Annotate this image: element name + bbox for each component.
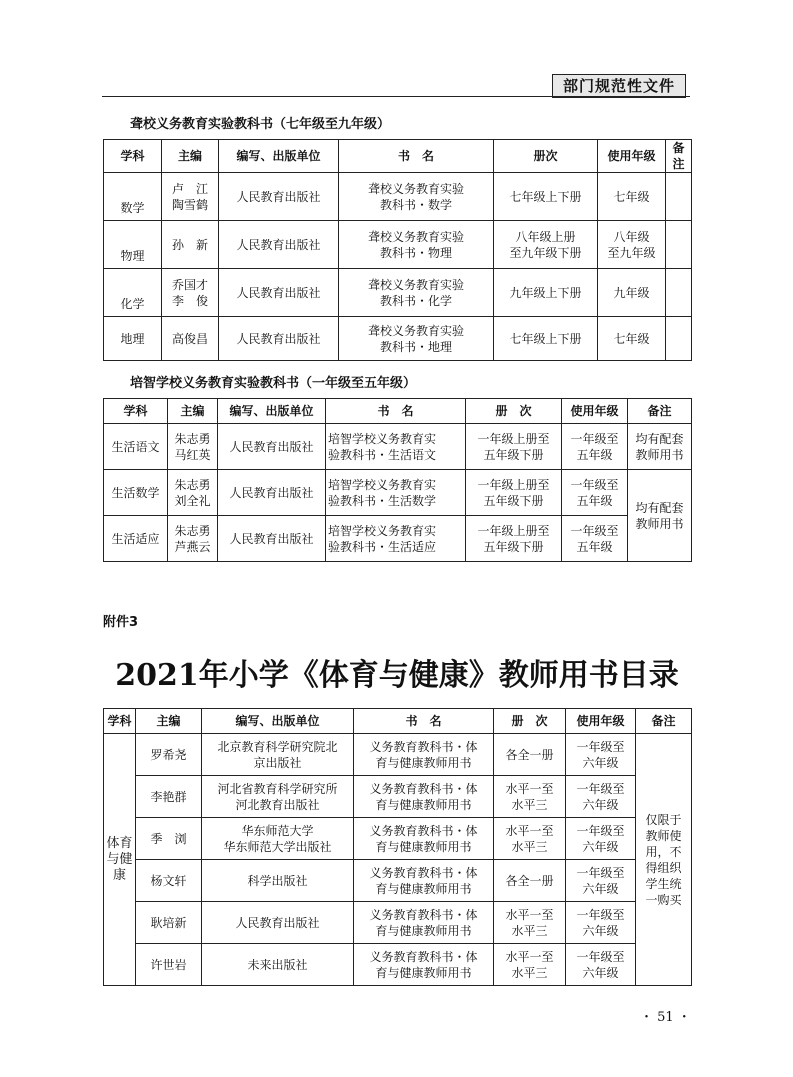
table-cell: 数学: [104, 173, 162, 221]
table-row: [104, 470, 692, 516]
table-cell: 人民教育出版社: [219, 173, 339, 221]
table-cell: 聋校义务教育实验 教科书・地理: [339, 317, 494, 361]
table-row: [104, 734, 692, 776]
table-cell: [666, 269, 692, 317]
table-row: [104, 516, 692, 562]
header-cell: 书 名: [339, 140, 494, 173]
table-cell: 义务教育教科书・体 育与健康教师用书: [354, 818, 494, 860]
header-cell: 备注: [628, 399, 692, 424]
pe-teacher-book-table: [103, 708, 692, 986]
header-cell: 学科: [104, 709, 136, 734]
header-cell: 主编: [168, 399, 218, 424]
table-cell: 培智学校义务教育实 验教科书・生活语文: [326, 424, 466, 470]
table-cell: 生活适应: [104, 516, 168, 562]
table-row: [104, 902, 692, 944]
table-cell: 地理: [104, 317, 162, 361]
section2-title: 培智学校义务教育实验教科书（一年级至五年级）: [130, 376, 417, 391]
table-cell: 八年级上册 至九年级下册: [494, 221, 598, 269]
table-cell: 义务教育教科书・体 育与健康教师用书: [354, 734, 494, 776]
table-cell: 九年级上下册: [494, 269, 598, 317]
table-cell: 一年级至 六年级: [566, 776, 636, 818]
table-cell: 耿培新: [136, 902, 202, 944]
subject-cell: 体育 与健 康: [104, 734, 136, 986]
table-row: [104, 944, 692, 986]
table-cell: [666, 317, 692, 361]
table-cell: 聋校义务教育实验 教科书・化学: [339, 269, 494, 317]
table-cell: 七年级上下册: [494, 317, 598, 361]
header-cell: 主编: [162, 140, 219, 173]
table-cell: 一年级至 六年级: [566, 818, 636, 860]
table-cell: 人民教育出版社: [218, 424, 326, 470]
table-cell: 一年级至 六年级: [566, 902, 636, 944]
deaf-school-textbook-table: [103, 139, 692, 361]
section1-title: 聋校义务教育实验教科书（七年级至九年级）: [130, 117, 391, 132]
header-cell: 学科: [104, 399, 168, 424]
table-cell: 孙 新: [162, 221, 219, 269]
table-row: [104, 776, 692, 818]
table-cell: 朱志勇 马红英: [168, 424, 218, 470]
table-cell: 人民教育出版社: [219, 221, 339, 269]
header-cell: 备注: [636, 709, 692, 734]
table-cell: 化学: [104, 269, 162, 317]
table-cell: 河北省教育科学研究所 河北教育出版社: [202, 776, 354, 818]
header-cell: 册次: [494, 140, 598, 173]
table-cell-merged-note: 均有配套 教师用书: [628, 470, 692, 562]
special-school-textbook-table: [103, 398, 692, 562]
header-cell: 书 名: [354, 709, 494, 734]
table-cell: 义务教育教科书・体 育与健康教师用书: [354, 860, 494, 902]
header-cell: 使用年级: [566, 709, 636, 734]
table-row: [104, 818, 692, 860]
table-header-row: [104, 399, 692, 424]
table-cell: 培智学校义务教育实 验教科书・生活数学: [326, 470, 466, 516]
table-cell: 一年级至 六年级: [566, 860, 636, 902]
table-cell: 义务教育教科书・体 育与健康教师用书: [354, 776, 494, 818]
table-cell: 聋校义务教育实验 教科书・物理: [339, 221, 494, 269]
table-cell: 一年级至 六年级: [566, 734, 636, 776]
table-cell: 季 浏: [136, 818, 202, 860]
table-cell: 乔国才 李 俊: [162, 269, 219, 317]
table-cell: 七年级: [598, 317, 666, 361]
table-row: [104, 860, 692, 902]
table-cell: 高俊昌: [162, 317, 219, 361]
table-row: [104, 317, 692, 361]
table-cell: 物理: [104, 221, 162, 269]
table-cell: 一年级至 五年级: [562, 470, 628, 516]
header-cell: 编写、出版单位: [219, 140, 339, 173]
table-cell: 李艳群: [136, 776, 202, 818]
table-cell: 均有配套 教师用书: [628, 424, 692, 470]
table-cell: 九年级: [598, 269, 666, 317]
page-number: ・ 51 ・: [640, 1010, 691, 1025]
header-cell: 使用年级: [598, 140, 666, 173]
table-cell: 一年级上册至 五年级下册: [466, 516, 562, 562]
table-cell: [666, 173, 692, 221]
table-cell: 水平一至 水平三: [494, 902, 566, 944]
attachment-label: 附件3: [103, 615, 139, 630]
table-cell: 罗希尧: [136, 734, 202, 776]
header-cell: 备注: [666, 140, 692, 173]
table-cell: 人民教育出版社: [219, 317, 339, 361]
table-cell: 人民教育出版社: [202, 902, 354, 944]
table-cell: 朱志勇 芦燕云: [168, 516, 218, 562]
table-cell: 杨文轩: [136, 860, 202, 902]
table-cell: 许世岩: [136, 944, 202, 986]
table-cell: 人民教育出版社: [219, 269, 339, 317]
table-cell: 生活语文: [104, 424, 168, 470]
table-cell: 七年级: [598, 173, 666, 221]
table-cell: 一年级至 六年级: [566, 944, 636, 986]
table-cell: 聋校义务教育实验 教科书・数学: [339, 173, 494, 221]
table-cell: 科学出版社: [202, 860, 354, 902]
table-cell: 未来出版社: [202, 944, 354, 986]
header-cell: 主编: [136, 709, 202, 734]
table-cell: 水平一至 水平三: [494, 944, 566, 986]
table-cell: 八年级 至九年级: [598, 221, 666, 269]
table-cell: 朱志勇 刘全礼: [168, 470, 218, 516]
table-row: [104, 269, 692, 317]
table-cell: 义务教育教科书・体 育与健康教师用书: [354, 944, 494, 986]
header-cell: 使用年级: [562, 399, 628, 424]
header-rule: [102, 96, 690, 97]
table-cell: 水平一至 水平三: [494, 776, 566, 818]
page-title: 2021年小学《体育与健康》教师用书目录: [115, 658, 679, 693]
header-cell: 编写、出版单位: [218, 399, 326, 424]
header-cell: 册 次: [494, 709, 566, 734]
table-header-row: [104, 709, 692, 734]
header-tag: 部门规范性文件: [552, 74, 686, 98]
note-cell: 仅限于 教师使 用，不 得组织 学生统 一购买: [636, 734, 692, 986]
table-cell: 北京教育科学研究院北 京出版社: [202, 734, 354, 776]
table-row: [104, 221, 692, 269]
table-cell: 义务教育教科书・体 育与健康教师用书: [354, 902, 494, 944]
table-cell: 各全一册: [494, 734, 566, 776]
header-cell: 编写、出版单位: [202, 709, 354, 734]
table-row: [104, 173, 692, 221]
table-cell: 培智学校义务教育实 验教科书・生活适应: [326, 516, 466, 562]
header-cell: 学科: [104, 140, 162, 173]
table-header-row: [104, 140, 692, 173]
table-cell: 华东师范大学 华东师范大学出版社: [202, 818, 354, 860]
table-cell: 一年级至 五年级: [562, 424, 628, 470]
header-cell: 册 次: [466, 399, 562, 424]
table-cell: 七年级上下册: [494, 173, 598, 221]
table-cell: 卢 江 陶雪鹤: [162, 173, 219, 221]
table-cell: 水平一至 水平三: [494, 818, 566, 860]
table-cell: 人民教育出版社: [218, 470, 326, 516]
table-row: [104, 424, 692, 470]
table-cell: 一年级上册至 五年级下册: [466, 470, 562, 516]
table-cell: 生活数学: [104, 470, 168, 516]
table-cell: 人民教育出版社: [218, 516, 326, 562]
table-cell: 一年级上册至 五年级下册: [466, 424, 562, 470]
table-cell: 一年级至 五年级: [562, 516, 628, 562]
table-cell: [666, 221, 692, 269]
header-cell: 书 名: [326, 399, 466, 424]
table-cell: 各全一册: [494, 860, 566, 902]
